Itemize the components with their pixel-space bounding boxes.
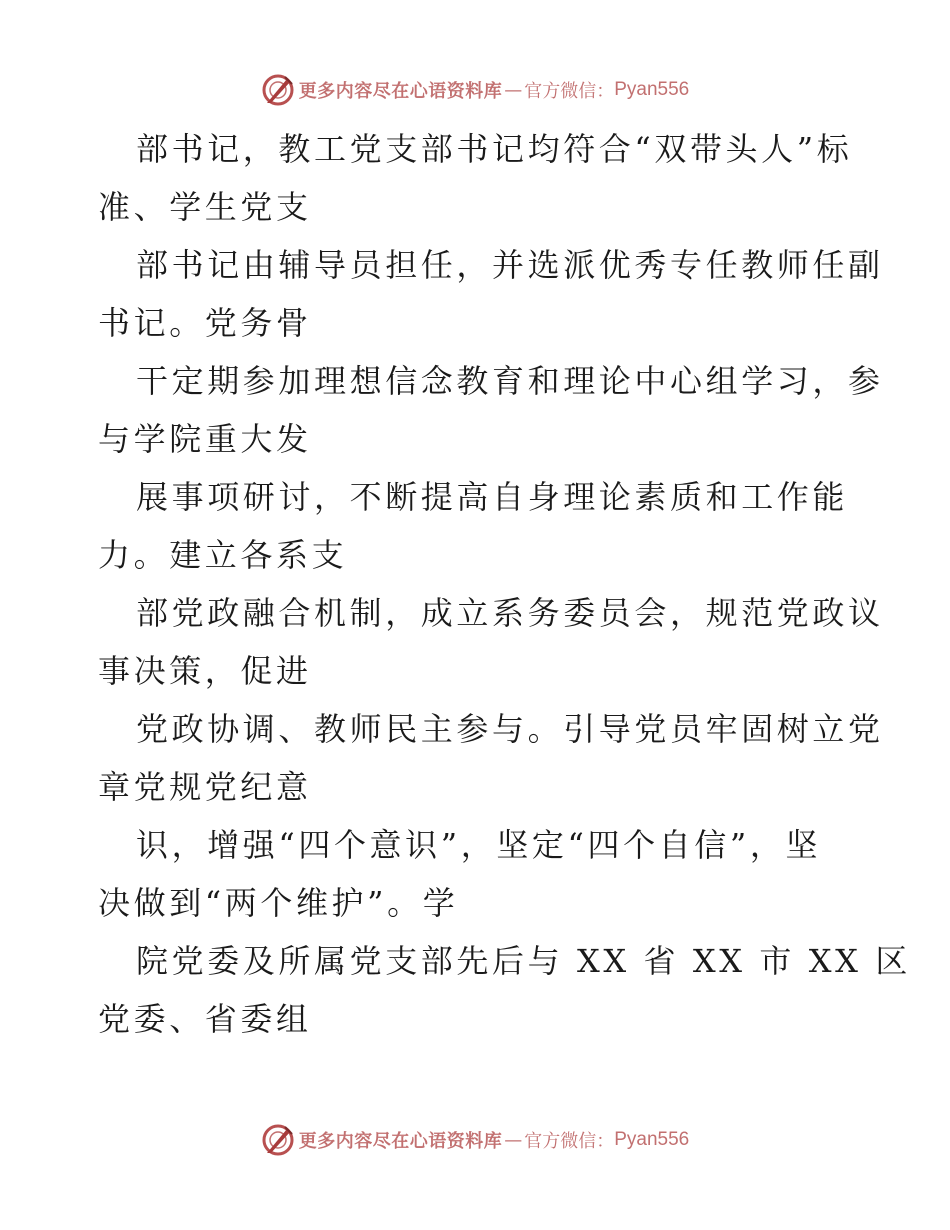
banner-title: 更多内容尽在心语资料库: [298, 81, 503, 102]
paragraph-line: 院党委及所属党支部先后与 XX 省 XX 市 XX 区: [136, 942, 911, 980]
banner-separator: —: [504, 79, 523, 101]
paragraph-line: 识，增强“四个意识”，坚定“四个自信”，坚: [136, 826, 822, 864]
paragraph-7: [98, 816, 868, 932]
banner-wechat-label: 官方微信：: [524, 81, 615, 102]
quill-pen-logo-icon: [261, 1123, 295, 1157]
paragraph-8: [98, 932, 911, 1048]
banner-wechat-id: Pyan556: [614, 79, 690, 100]
banner-wechat-label: 官方微信：: [524, 1131, 615, 1152]
paragraph-line: 章党规党纪意: [98, 768, 312, 806]
footer-banner: [0, 1120, 950, 1160]
paragraph-line: 党政协调、教师民主参与。引导党员牢固树立党: [136, 710, 884, 748]
paragraph-line: 力。建立各系支: [98, 536, 348, 574]
paragraph-5: [98, 584, 884, 700]
banner-title: 更多内容尽在心语资料库: [298, 1131, 503, 1152]
paragraph-line: 党委、省委组: [98, 1000, 312, 1038]
paragraph-line: 部书记由辅导员担任，并选派优秀专任教师任副: [136, 246, 884, 284]
paragraph-1: [98, 120, 868, 236]
document-body: [98, 120, 911, 1048]
paragraph-6: [98, 700, 884, 816]
paragraph-line: 事决策，促进: [98, 652, 312, 690]
paragraph-4: [98, 468, 868, 584]
paragraph-2: [98, 236, 884, 352]
paragraph-line: 部书记，教工党支部书记均符合“双带头人”标: [136, 130, 853, 168]
paragraph-3: [98, 352, 884, 468]
quill-pen-logo-icon: [261, 73, 295, 107]
paragraph-line: 部党政融合机制，成立系务委员会，规范党政议: [136, 594, 884, 632]
paragraph-line: 书记。党务骨: [98, 304, 312, 342]
paragraph-line: 干定期参加理想信念教育和理论中心组学习，参: [136, 362, 884, 400]
banner-wechat-id: Pyan556: [614, 1129, 690, 1150]
paragraph-line: 展事项研讨，不断提高自身理论素质和工作能: [136, 478, 849, 516]
paragraph-line: 与学院重大发: [98, 420, 312, 458]
paragraph-line: 决做到“两个维护”。学: [98, 884, 459, 922]
banner-separator: —: [504, 1129, 523, 1151]
paragraph-line: 准、学生党支: [98, 188, 312, 226]
header-banner: [0, 70, 950, 110]
